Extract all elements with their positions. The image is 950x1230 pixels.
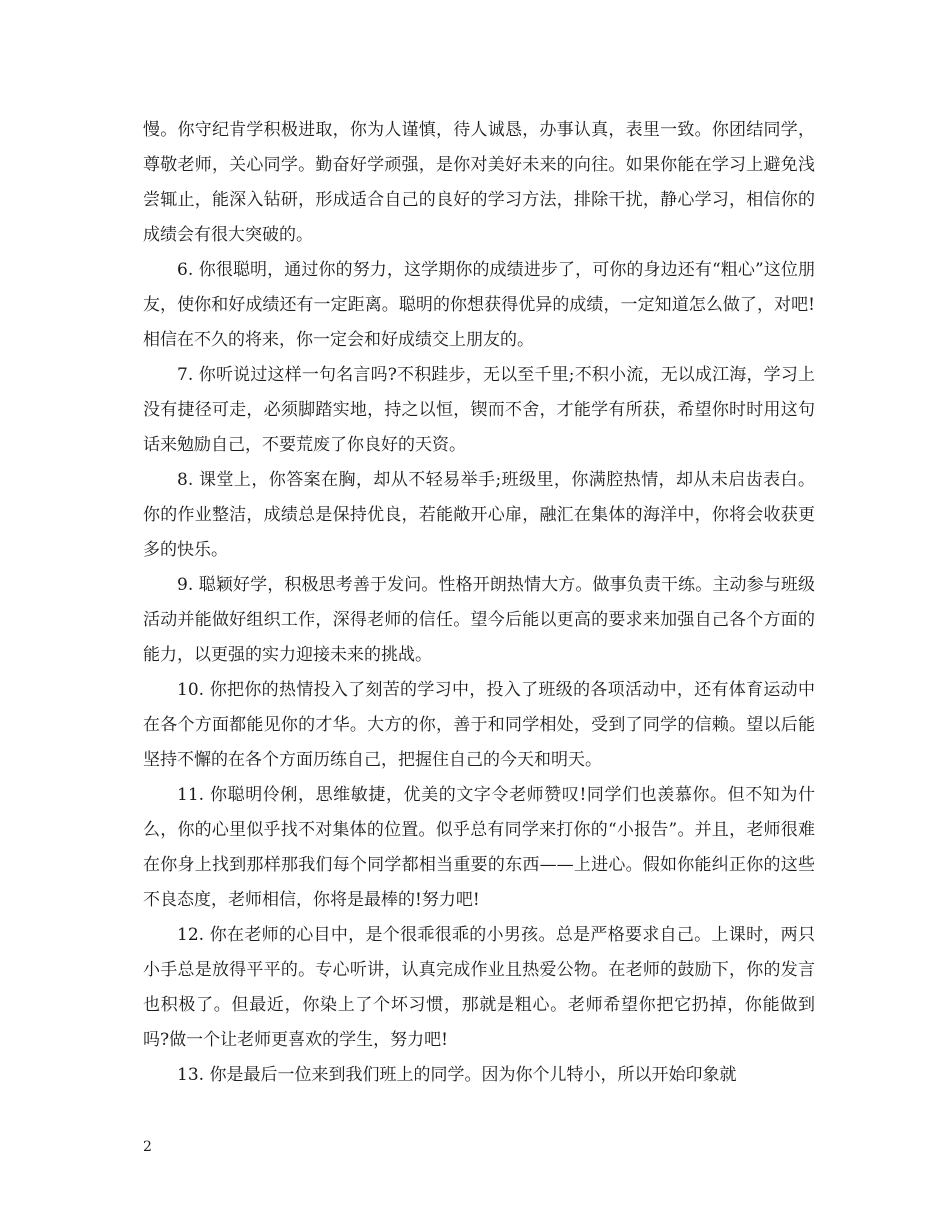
page-body bbox=[143, 113, 815, 1093]
paragraph-item-8: 8. 课堂上，你答案在胸，却从不轻易举手;班级里，你满腔热情，却从未启齿表白。你的作业整洁，成绩总是保持优良，若能敞开心扉，融汇在集体的海洋中，你将会收获更多的快乐。 bbox=[143, 470, 815, 560]
page-number: 2 bbox=[143, 1139, 152, 1155]
paragraph-item-9: 9. 聪颖好学，积极思考善于发问。性格开朗热情大方。做事负责干练。主动参与班级活动并能做好组织工作，深得老师的信任。望今后能以更高的要求来加强自己各个方面的能力，以更强的实力迎接未来的挑战。 bbox=[143, 575, 815, 665]
paragraph-continuation: 慢。你守纪肯学积极进取，你为人谨慎，待人诚恳，办事认真，表里一致。你团结同学，尊敬老师，关心同学。勤奋好学顽强，是你对美好未来的向往。如果你能在学习上避免浅尝辄止，能深入钻研，形成适合自己的良好的学习方法，排除干扰，静心学习，相信你的成绩会有很大突破的。 bbox=[143, 120, 815, 245]
paragraph-item-7: 7. 你听说过这样一句名言吗?不积跬步，无以至千里;不积小流，无以成江海，学习上没有捷径可走，必须脚踏实地，持之以恒，锲而不舍，才能学有所获，希望你时时用这句话来勉励自己，不要荒废了你良好的天资。 bbox=[143, 365, 815, 455]
paragraph-item-11: 11. 你聪明伶俐，思维敏捷，优美的文字令老师赞叹!同学们也羡慕你。但不知为什么，你的心里似乎找不对集体的位置。似乎总有同学来打你的“小报告”。并且，老师很难在你身上找到那样那我们每个同学都相当重要的东西——上进心。假如你能纠正你的这些不良态度，老师相信，你将是最棒的!努力吧! bbox=[143, 785, 815, 910]
paragraph-item-13: 13. 你是最后一位来到我们班上的同学。因为你个儿特小，所以开始印象就 bbox=[177, 1065, 737, 1085]
paragraph-item-10: 10. 你把你的热情投入了刻苦的学习中，投入了班级的各项活动中，还有体育运动中在各个方面都能见你的才华。大方的你，善于和同学相处，受到了同学的信赖。望以后能坚持不懈的在各个方面历练自己，把握住自己的今天和明天。 bbox=[143, 680, 815, 770]
paragraph-item-6: 6. 你很聪明，通过你的努力，这学期你的成绩进步了，可你的身边还有“粗心”这位朋友，使你和好成绩还有一定距离。聪明的你想获得优异的成绩，一定知道怎么做了，对吧!相信在不久的将来，你一定会和好成绩交上朋友的。 bbox=[143, 260, 815, 350]
paragraph-item-12: 12. 你在老师的心目中，是个很乖很乖的小男孩。总是严格要求自己。上课时，两只小手总是放得平平的。专心听讲，认真完成作业且热爱公物。在老师的鼓励下，你的发言也积极了。但最近，你染上了个坏习惯，那就是粗心。老师希望你把它扔掉，你能做到吗?做一个让老师更喜欢的学生，努力吧! bbox=[143, 925, 815, 1050]
